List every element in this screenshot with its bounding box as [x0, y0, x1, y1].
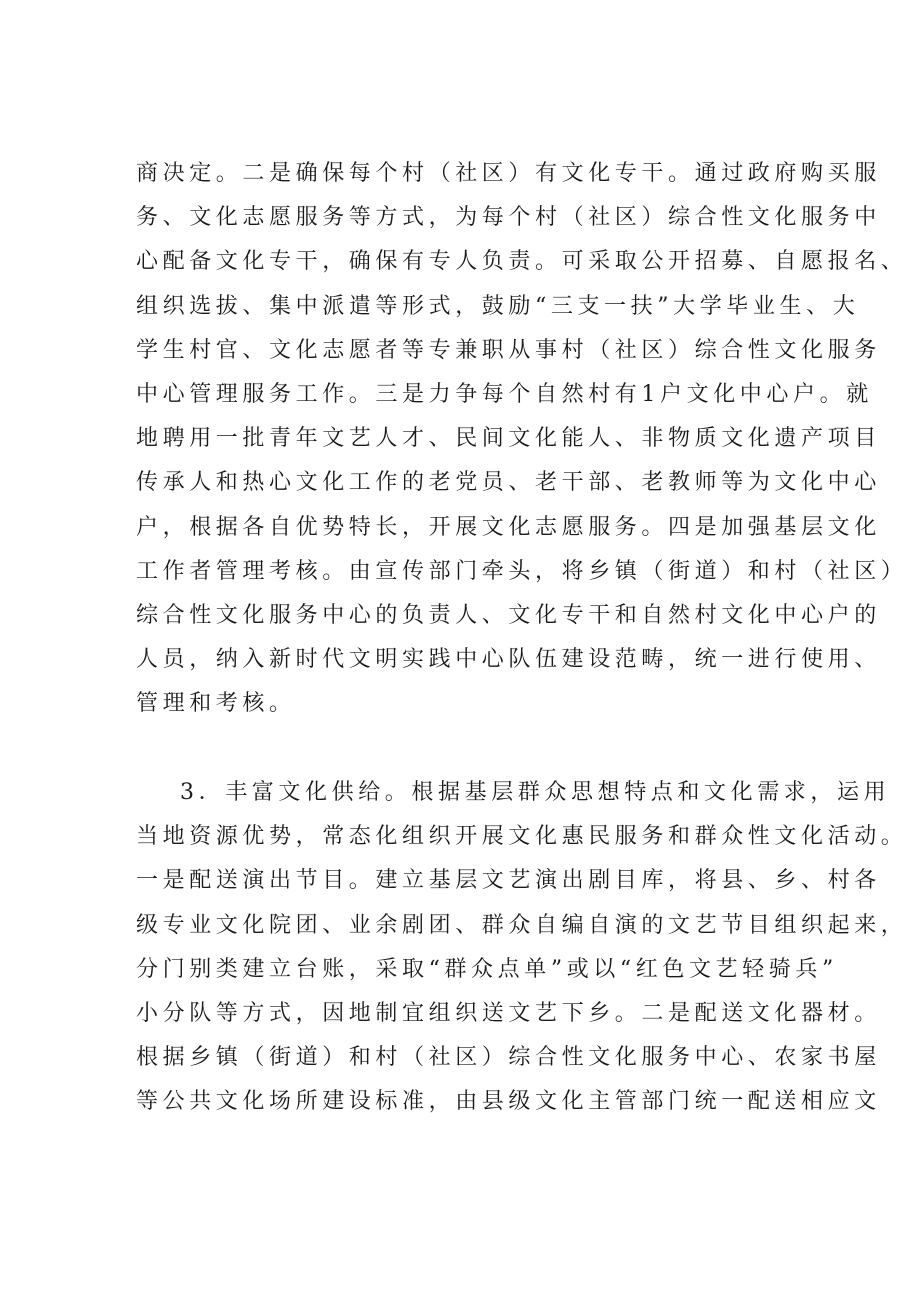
text-line: 管理和考核。 — [136, 691, 296, 717]
text-line: 地聘用一批青年文艺人才、民间文化能人、非物质文化遗产项目 — [136, 426, 881, 452]
text-line-first: 3．丰富文化供给。根据基层群众思想特点和文化需求，运用 — [180, 780, 891, 805]
text-line: 学生村官、文化志愿者等专兼职从事村（社区）综合性文化服务 — [136, 337, 881, 363]
text-line: 一是配送演出节目。建立基层文艺演出剧目库，将县、乡、村各 — [136, 868, 881, 894]
paragraph-continued — [136, 152, 908, 726]
text-line: 分门别类建立台账，采取“群众点单”或以“红色文艺轻骑兵” — [136, 956, 838, 982]
text-line: 人员，纳入新时代文明实践中心队伍建设范畴，统一进行使用、 — [136, 647, 881, 673]
text-line: 等公共文化场所建设标准，由县级文化主管部门统一配送相应文 — [136, 1089, 881, 1115]
text-line: 工作者管理考核。由宣传部门牵头，将乡镇（街道）和村（社区） — [136, 558, 908, 584]
text-line: 当地资源优势，常态化组织开展文化惠民服务和群众性文化活动。 — [136, 824, 908, 850]
text-line: 户，根据各自优势特长，开展文化志愿服务。四是加强基层文化 — [136, 514, 881, 540]
paragraph-enrich-culture-supply — [136, 771, 908, 1125]
text-line: 商决定。二是确保每个村（社区）有文化专干。通过政府购买服 — [136, 161, 881, 186]
text-line: 级专业文化院团、业余剧团、群众自编自演的文艺节目组织起来， — [136, 912, 908, 938]
text-line: 务、文化志愿服务等方式，为每个村（社区）综合性文化服务中 — [136, 205, 881, 231]
text-line: 传承人和热心文化工作的老党员、老干部、老教师等为文化中心 — [136, 470, 881, 496]
text-line: 综合性文化服务中心的负责人、文化专干和自然村文化中心户的 — [136, 602, 881, 628]
text-line: 小分队等方式，因地制宜组织送文艺下乡。二是配送文化器材。 — [136, 1000, 881, 1026]
text-line: 中心管理服务工作。三是力争每个自然村有1户文化中心户。就 — [136, 381, 873, 407]
text-line: 根据乡镇（街道）和村（社区）综合性文化服务中心、农家书屋 — [136, 1045, 881, 1071]
text-line: 心配备文化专干，确保有专人负责。可采取公开招募、自愿报名、 — [136, 249, 908, 275]
text-line: 组织选拔、集中派遣等形式，鼓励“三支一扶”大学毕业生、大 — [136, 293, 860, 319]
